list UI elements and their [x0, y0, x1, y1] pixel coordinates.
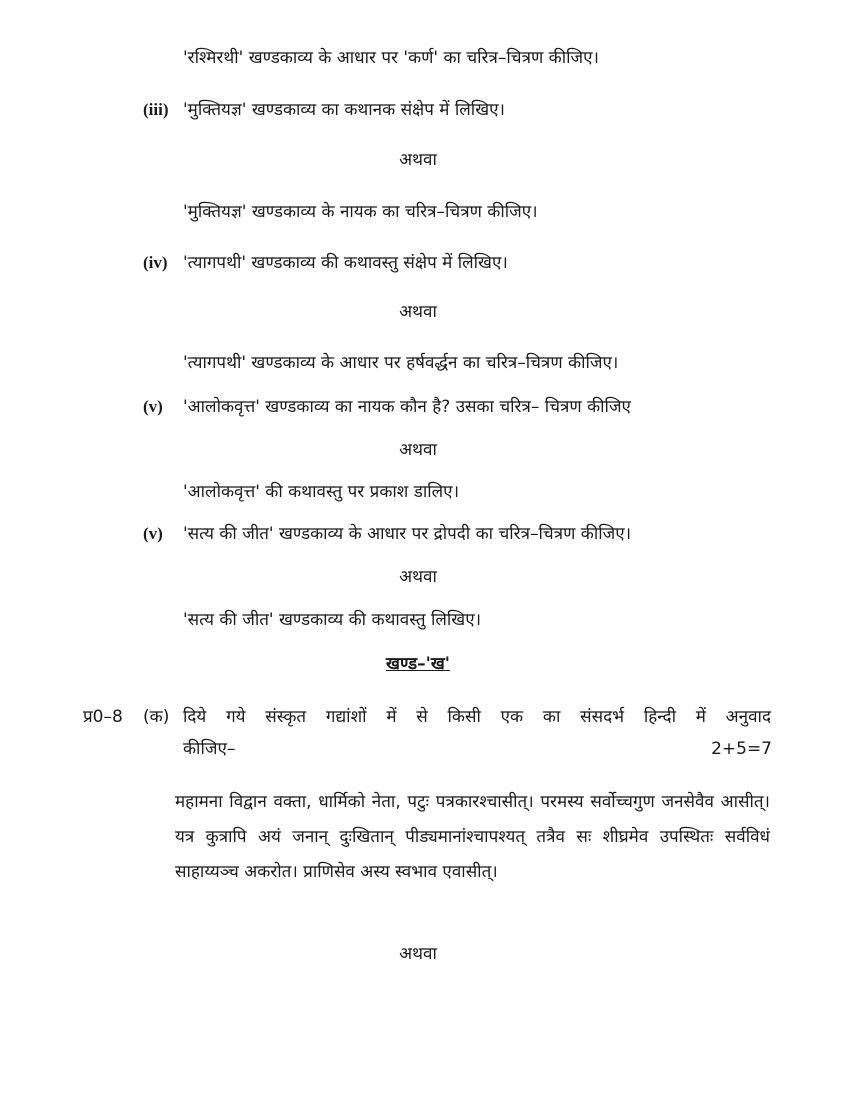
- question-text: 'मुक्तियज्ञ' खण्डकाव्य का कथानक संक्षेप में लिखिए।: [183, 100, 505, 120]
- question-text: 'त्यागपथी' खण्डकाव्य की कथावस्तु संक्षेप में लिखिए।: [183, 253, 508, 273]
- or-separator: अथवा: [399, 150, 437, 170]
- sub-question-label: (क): [143, 707, 170, 727]
- sanskrit-passage: महामना विद्वान वक्ता, धार्मिको नेता, पटुः पत्रकारश्चासीत्। परमस्य सर्वोच्चगुण जनसेवैव आसीत्। यत्र कुत्रापि अयं जनान् दुःखितान् पीड्यमानांश्चापश्यत् तत्रैव सः शीघ्रमेव उपस्थितः सर्वविधं साहाय्यञ्च अकरोत। प्राणिसेव अस्य स्वभाव एवासीत्।: [175, 792, 770, 882]
- question-number: (iv): [143, 253, 168, 272]
- question-alternate-rashmirathi: 'रश्मिरथी' खण्डकाव्य के आधार पर 'कर्ण' का चरित्र–चित्रण कीजिए।: [183, 48, 599, 68]
- question-text: 'आलोकवृत्त' खण्डकाव्य का नायक कौन है? उसका चरित्र– चित्रण कीजिए: [183, 397, 631, 417]
- question-number: (v): [143, 397, 163, 416]
- question-alternate: 'आलोकवृत्त' की कथावस्तु पर प्रकाश डालिए।: [183, 482, 460, 502]
- or-separator: अथवा: [399, 567, 437, 587]
- question-text: 'सत्य की जीत' खण्डकाव्य के आधार पर द्रोपदी का चरित्र–चित्रण कीजिए।: [183, 524, 632, 544]
- or-separator: अथवा: [399, 302, 437, 322]
- section-heading: खण्ड–'ख': [386, 654, 450, 674]
- question-number: (iii): [143, 100, 169, 119]
- question-instruction: दिये गये संस्कृत गद्यांशों में से किसी एक का संसदर्भ हिन्दी में अनुवाद: [183, 707, 771, 727]
- or-separator: अथवा: [399, 440, 437, 460]
- question-alternate: 'मुक्तियज्ञ' खण्डकाव्य के नायक का चरित्र–चित्रण कीजिए।: [183, 202, 538, 222]
- or-separator: अथवा: [399, 944, 437, 964]
- question-instruction-cont: कीजिए–: [183, 739, 236, 759]
- question-number: (v): [143, 524, 163, 543]
- marks: 2+5=7: [711, 739, 772, 759]
- question-label: प्र0–8: [83, 707, 123, 727]
- question-alternate: 'त्यागपथी' खण्डकाव्य के आधार पर हर्षवर्द्धन का चरित्र–चित्रण कीजिए।: [183, 353, 619, 373]
- question-alternate: 'सत्य की जीत' खण्डकाव्य की कथावस्तु लिखिए।: [183, 610, 482, 630]
